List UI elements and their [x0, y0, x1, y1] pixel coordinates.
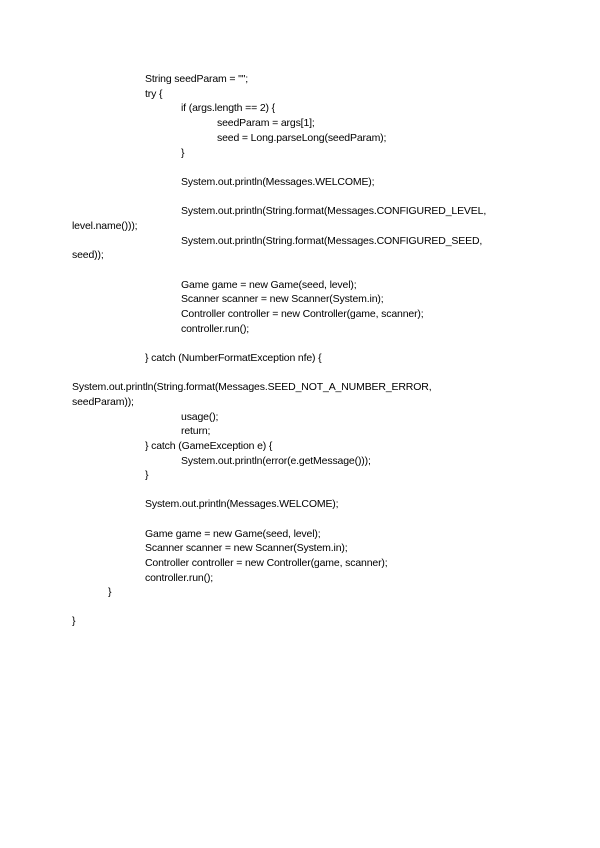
code-line: }	[72, 615, 76, 627]
code-line: System.out.println(Messages.WELCOME);	[145, 498, 339, 510]
code-line: controller.run();	[181, 323, 250, 335]
code-line: System.out.println(String.format(Messages.CONFIGURED_SEED,	[181, 235, 483, 247]
code-line: Controller controller = new Controller(game, scanner);	[181, 308, 424, 320]
code-line: Game game = new Game(seed, level);	[181, 279, 357, 291]
code-line: System.out.println(error(e.getMessage()));	[181, 455, 371, 467]
code-line: controller.run();	[145, 572, 214, 584]
code-line: Game game = new Game(seed, level);	[145, 528, 321, 540]
code-line: usage();	[181, 411, 219, 423]
code-line: seed));	[72, 249, 104, 261]
code-line: Controller controller = new Controller(game, scanner);	[145, 557, 388, 569]
code-line: return;	[181, 425, 211, 437]
code-line: } catch (NumberFormatException nfe) {	[145, 352, 322, 364]
code-line: seedParam));	[72, 396, 134, 408]
code-line: } catch (GameException e) {	[145, 440, 273, 452]
code-line: seed = Long.parseLong(seedParam);	[217, 132, 387, 144]
code-line: System.out.println(Messages.WELCOME);	[181, 176, 375, 188]
code-line: System.out.println(String.format(Messages.CONFIGURED_LEVEL,	[181, 205, 487, 217]
code-line: }	[145, 469, 149, 481]
code-line: level.name()));	[72, 220, 138, 232]
code-line: if (args.length == 2) {	[181, 102, 276, 114]
code-line: seedParam = args[1];	[217, 117, 315, 129]
code-line: System.out.println(String.format(Messages.SEED_NOT_A_NUMBER_ERROR,	[72, 381, 432, 393]
code-line: }	[181, 147, 185, 159]
code-line: try {	[145, 88, 163, 100]
code-line: String seedParam = "";	[145, 73, 249, 85]
code-line: }	[108, 586, 112, 598]
code-line: Scanner scanner = new Scanner(System.in);	[145, 542, 348, 554]
code-line: Scanner scanner = new Scanner(System.in);	[181, 293, 384, 305]
